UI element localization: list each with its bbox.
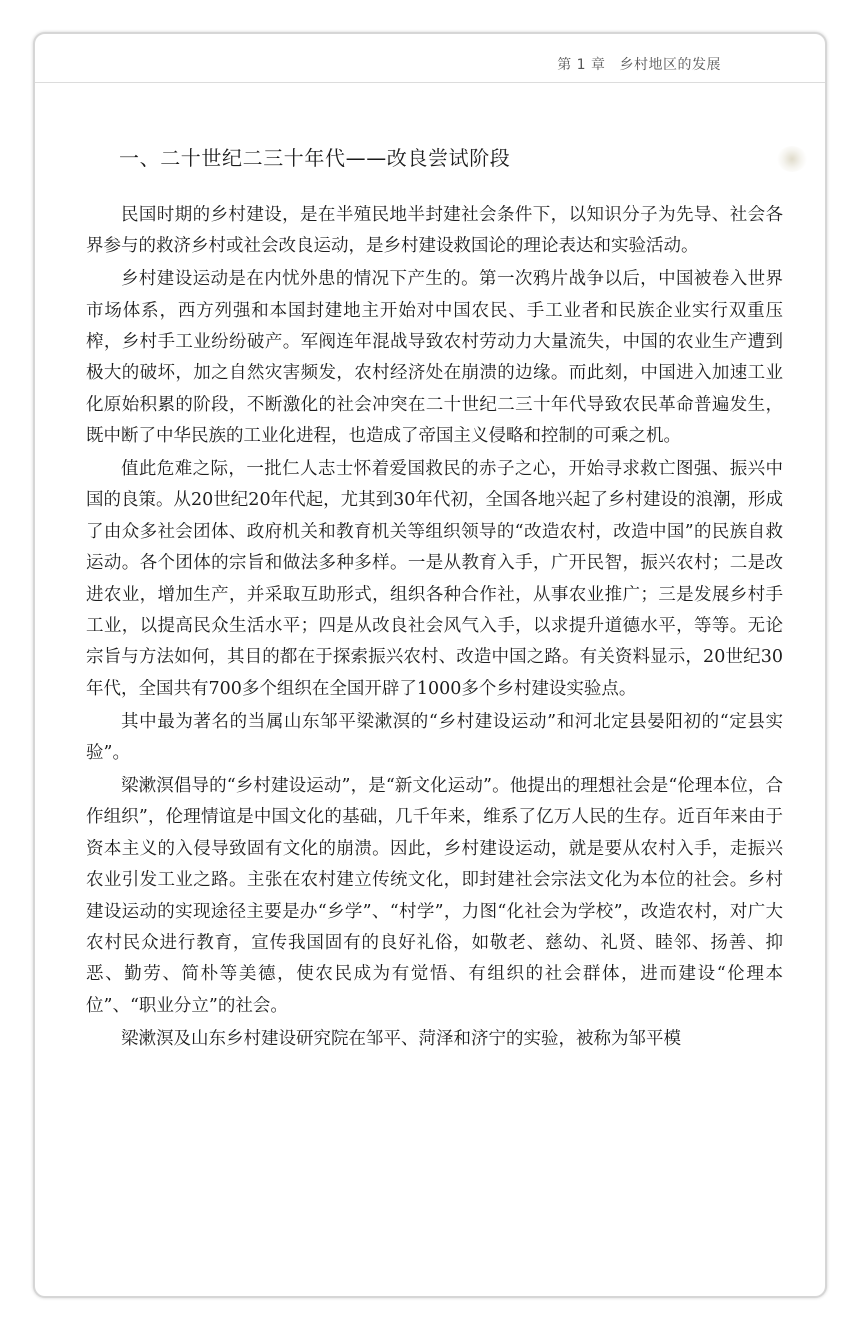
paragraph-4: 其中最为著名的当属山东邹平梁漱溟的“乡村建设运动”和河北定县晏阳初的“定县实验”。 [86, 711, 783, 764]
paragraph-1: 民国时期的乡村建设，是在半殖民地半封建社会条件下，以知识分子为先导、社会各界参与的救济乡村或社会改良运动，是乡村建设救国论的理论表达和实验活动。 [86, 205, 783, 257]
paper-stain [777, 146, 807, 172]
book-page [33, 32, 827, 1298]
running-header [557, 54, 721, 74]
chapter-number: 第 1 章 [557, 57, 606, 73]
section-title: 一、二十世纪二三十年代——改良尝试阶段 [119, 146, 511, 170]
paragraph-6: 梁漱溟及山东乡村建设研究院在邹平、菏泽和济宁的实验，被称为邹平模 [121, 1028, 681, 1049]
paragraph-2: 乡村建设运动是在内忧外患的情况下产生的。第一次鸦片战争以后，中国被卷入世界市场体系，西方列强和本国封建地主开始对中国农民、手工业者和民族企业实行双重压榨，乡村手工业纷纷破产。军阀连年混战导致农村劳动力大量流失，中国的农业生产遭到极大的破坏，加之自然灾害频发，农村经济处在崩溃的边缘。而此刻，中国进入加速工业化原始积累的阶段，不断激化的社会冲突在二十世纪二三十年代导致农民革命普遍发生，既中断了中华民族的工业化进程，也造成了帝国主义侵略和控制的可乘之机。 [86, 269, 783, 447]
chapter-title: 乡村地区的发展 [619, 57, 721, 73]
body-text [86, 200, 783, 1056]
paragraph-3: 值此危难之际，一批仁人志士怀着爱国救民的赤子之心，开始寻求救亡图强、振兴中国的良策。从20世纪20年代起，尤其到30年代初，全国各地兴起了乡村建设的浪潮，形成了由众多社会团体、政府机关和教育机关等组织领导的“改造农村，改造中国”的民族自救运动。各个团体的宗旨和做法多种多样。一是从教育入手，广开民智，振兴农村；二是改进农业，增加生产，并采取互助形式，组织各种合作社，从事农业推广；三是发展乡村手工业，以提高民众生活水平；四是从改良社会风气入手，以求提升道德水平，等等。无论宗旨与方法如何，其目的都在于探索振兴农村、改造中国之路。有关资料显示，20世纪30年代，全国共有700多个组织在全国开辟了1000多个乡村建设实验点。 [86, 459, 783, 699]
header-rule [35, 82, 825, 83]
paragraph-5: 梁漱溟倡导的“乡村建设运动”，是“新文化运动”。他提出的理想社会是“伦理本位，合作组织”，伦理情谊是中国文化的基础，几千年来，维系了亿万人民的生存。近百年来由于资本主义的入侵导致固有文化的崩溃。因此，乡村建设运动，就是要从农村入手，走振兴农业引发工业之路。主张在农村建立传统文化，即封建社会宗法文化为本位的社会。乡村建设运动的实现途径主要是办“乡学”、“村学”，力图“化社会为学校”，改造农村，对广大农村民众进行教育，宣传我国固有的良好礼俗，如敬老、慈幼、礼贤、睦邻、扬善、抑恶、勤劳、简朴等美德，使农民成为有觉悟、有组织的社会群体，进而建设“伦理本位”、“职业分立”的社会。 [86, 775, 783, 1016]
